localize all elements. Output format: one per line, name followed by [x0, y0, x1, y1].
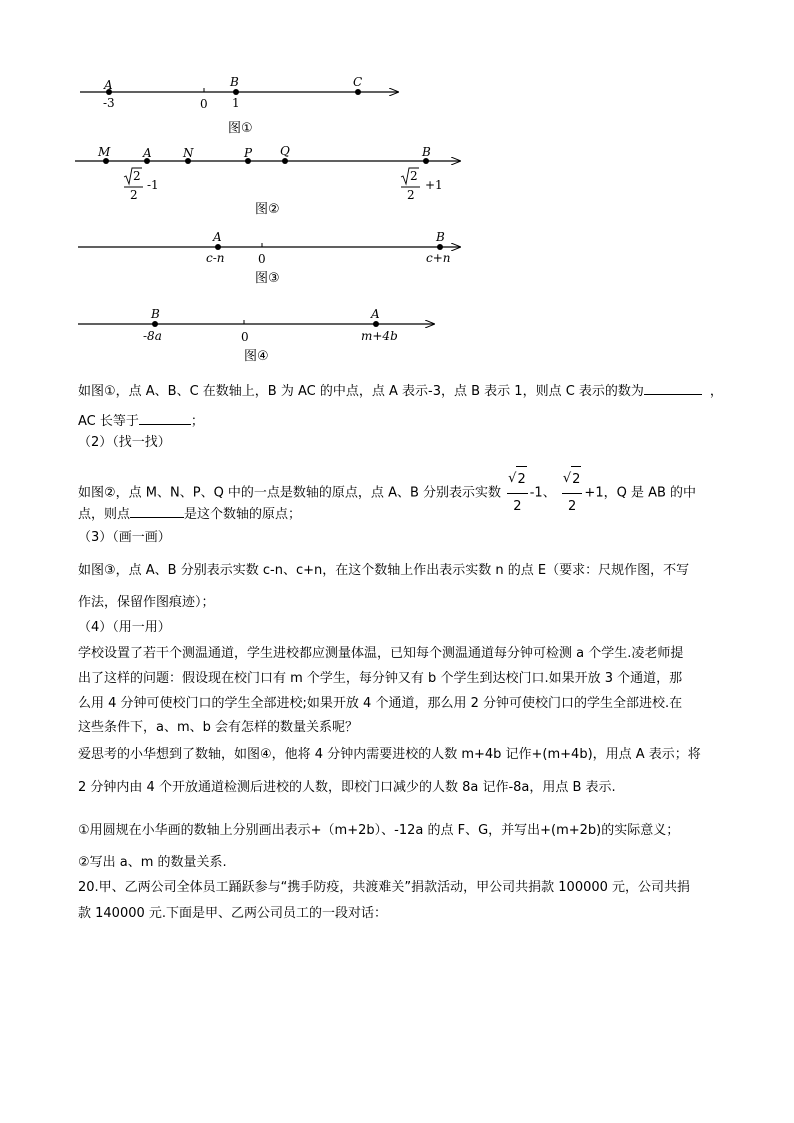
point-b-label: -8a [143, 329, 162, 343]
figure-2-caption: 图② [255, 202, 280, 217]
question-5-line-b: 2 分钟内由 4 个开放通道检测后进校的人数，即校门口减少的人数 8a 记作-8a，用点 B 表示. [78, 780, 616, 795]
point-b-name: B [422, 145, 431, 159]
question-4-line-a: 学校设置了若干个测温通道，学生进校都应测量体温，已知每个测温通道每分钟可检测 a 个学生.凌老师提 [78, 646, 684, 661]
point-b-dot [152, 321, 158, 327]
point-a-label: m+4b [361, 329, 398, 343]
question-4-line-c: 么用 4 分钟可使校门口的学生全部进校;如果开放 4 个通道，那么用 2 分钟可使校门口的学生全部进校.在 [78, 696, 683, 711]
answer-blank-c [644, 380, 702, 395]
figure-4-caption: 图④ [244, 349, 269, 364]
sub-question-2: ②写出 a、m 的数量关系. [78, 855, 227, 870]
point-b-dot [233, 89, 239, 95]
point-a-dot [215, 244, 221, 250]
figure-3 [78, 230, 460, 286]
point-a-name: A [213, 230, 222, 244]
svg-text:2: 2 [410, 169, 418, 183]
point-b-dot [437, 244, 443, 250]
point-a-value-label [124, 168, 159, 202]
question-20-line-a: 20.甲、乙两公司全体员工踊跃参与“携手防疫，共渡难关”捐款活动，甲公司共捐款 100000 元，公司共捐 [78, 880, 691, 895]
sub-question-1: ①用圆规在小华画的数轴上分别画出表示+（m+2b）、-12a 的点 F、G，并写出+(m+2b)的实际意义； [78, 823, 680, 838]
point-c-dot [355, 89, 361, 95]
question-4-line-b: 出了这样的问题：假设现在校门口有 m 个学生，每分钟又有 b 个学生到达校门口.如果开放 3 个通道，那 [78, 671, 683, 686]
number-line-figures [0, 0, 794, 380]
point-a-dot [373, 321, 379, 327]
figure-4 [78, 307, 434, 364]
point-b-label: c+n [426, 251, 451, 265]
section-2-heading: （2）（找一找） [78, 435, 171, 450]
point-b-value-label [401, 168, 443, 202]
question-2-line-a: 如图②，点 M、N、P、Q 中的一点是数轴的原点，点 A、B 分别表示实数 √ 2 2 -1、 √ 2 2 +1，Q 是 AB 的中 [78, 466, 696, 520]
point-q-name: Q [280, 144, 290, 158]
svg-text:2: 2 [133, 169, 141, 183]
point-c-name: C [353, 75, 363, 89]
point-b-name: B [230, 75, 239, 89]
question-1-line-b: AC 长等于 ； [78, 410, 204, 432]
fraction-sqrt2-over-2: √ 2 2 [507, 466, 528, 520]
question-1-line-a: 如图①，点 A、B、C 在数轴上，B 为 AC 的中点，点 A 表示-3，点 B 表示 1，则点 C 表示的数为 ， [78, 380, 723, 402]
figure-3-caption: 图③ [255, 271, 280, 286]
point-a-label: -3 [103, 96, 115, 110]
svg-text:2: 2 [130, 188, 138, 202]
point-m-name: M [98, 145, 111, 159]
question-20-line-b: 款 140000 元.下面是甲、乙两公司员工的一段对话： [78, 906, 388, 921]
point-q-dot [282, 158, 288, 164]
svg-text:-1: -1 [147, 178, 159, 192]
origin-label: 0 [200, 97, 208, 111]
svg-text:+1: +1 [425, 178, 443, 192]
point-b-label: 1 [232, 96, 240, 110]
point-a-label: c-n [206, 251, 225, 265]
answer-blank-origin [130, 503, 184, 518]
fraction-sqrt2-over-2: √ 2 2 [562, 466, 583, 520]
figure-1-caption: 图① [228, 121, 253, 136]
section-3-heading: （3）（画一画） [78, 530, 171, 545]
figure-2 [75, 144, 460, 217]
point-a-name: A [371, 307, 380, 321]
point-p-name: P [244, 146, 253, 160]
question-3-line-b: 作法，保留作图痕迹）； [78, 595, 215, 610]
figure-1 [80, 75, 398, 136]
question-4-line-d: 这些条件下，a、m、b 会有怎样的数量关系呢？ [78, 720, 359, 735]
answer-blank-ac [139, 410, 191, 425]
question-5-line-a: 爱思考的小华想到了数轴，如图④，他将 4 分钟内需要进校的人数 m+4b 记作+(m+4b)，用点 A 表示；将 [78, 747, 701, 762]
question-2-line-b: 点，则点 是这个数轴的原点； [78, 503, 301, 525]
point-b-name: B [151, 307, 160, 321]
origin-label: 0 [258, 252, 266, 266]
point-a-name: A [104, 78, 113, 92]
point-a-name: A [143, 146, 152, 160]
question-3-line-a: 如图③，点 A、B 分别表示实数 c-n、c+n，在这个数轴上作出表示实数 n 的点 E（要求：尺规作图，不写 [78, 563, 690, 578]
point-n-name: N [183, 146, 194, 160]
origin-label: 0 [241, 330, 249, 344]
point-b-name: B [436, 230, 445, 244]
svg-text:2: 2 [407, 188, 415, 202]
section-4-heading: （4）（用一用） [78, 620, 171, 635]
